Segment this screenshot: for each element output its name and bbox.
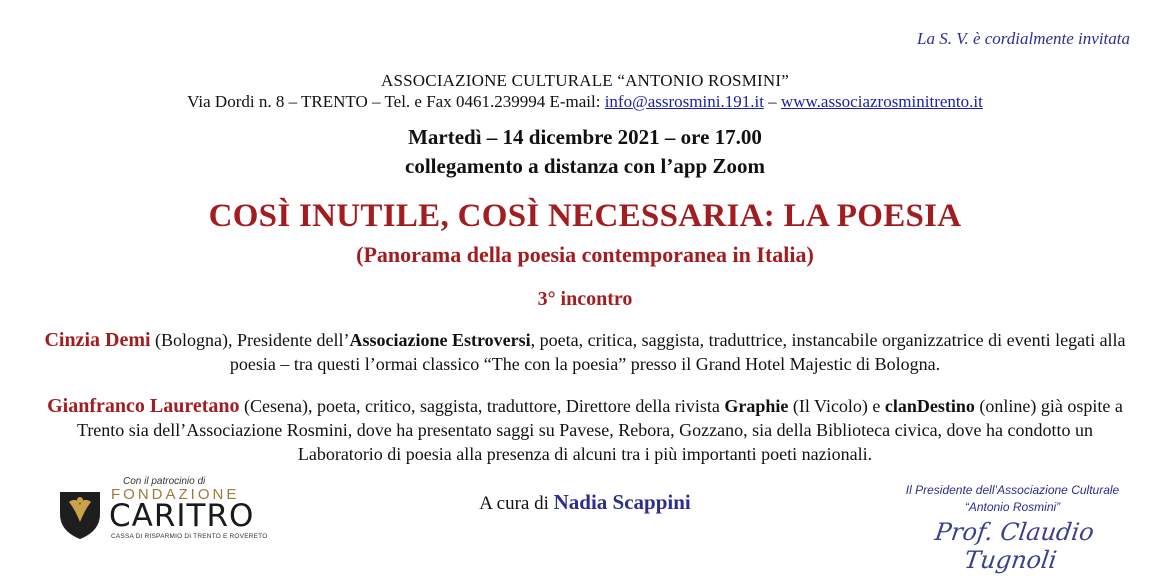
association-address [0, 92, 1170, 112]
speaker-2-paragraph [40, 394, 1130, 466]
meeting-number: 3° incontro [537, 288, 633, 310]
crest-icon [57, 488, 103, 540]
invitation-note: La S. V. è cordialmente invitata [917, 29, 1130, 48]
speaker-2-text-3: (online) già ospite a Trento sia dell’Associazione Rosmini, dove ha presentato saggi su Pavese, Rebora, Gozzano, sia della Biblioteca civica, dove ha condotto un Laboratorio di poesia alla presenza di alcuni tra i più importanti poeti nazionali. [76, 396, 1123, 464]
speaker-2-magazine-2: clanDestino [884, 396, 975, 416]
website-link[interactable]: www.associazrosminitrento.it [780, 92, 983, 111]
sponsor-line-1: FONDAZIONE [111, 486, 240, 503]
signature-role-line-1: Il Presidente dell’Associazione Culturale [905, 483, 1120, 497]
event-title: COSÌ INUTILE, COSÌ NECESSARIA: LA POESIA [208, 198, 962, 234]
handwritten-signature: Prof. Claudio Tugnoli [933, 518, 1096, 574]
signature-role-line-2: “Antonio Rosmini” [964, 500, 1061, 514]
signature-role [890, 482, 1135, 516]
association-name: ASSOCIAZIONE CULTURALE “ANTONIO ROSMINI” [381, 71, 789, 90]
event-date: Martedì – 14 dicembre 2021 – ore 17.00 [408, 125, 762, 149]
speaker-2-text: (Cesena), poeta, critico, saggista, traduttore, Direttore della rivista [239, 396, 725, 416]
speaker-2-magazine: Graphie [724, 396, 789, 416]
email-link[interactable]: info@assrosmini.191.it [604, 92, 764, 111]
speaker-2-text-2: (Il Vicolo) e [788, 396, 885, 416]
speaker-2-name: Gianfranco Lauretano [47, 395, 240, 417]
caritro-logo [55, 472, 285, 548]
event-location: collegamento a distanza con l’app Zoom [405, 154, 765, 178]
event-subtitle: (Panorama della poesia contemporanea in Italia) [356, 242, 814, 267]
speaker-1-name: Cinzia Demi [44, 329, 151, 351]
speaker-1-association: Associazione Estroversi [349, 330, 531, 350]
speaker-1-paragraph [40, 328, 1130, 376]
curator-name: Nadia Scappini [553, 490, 691, 514]
sponsor-line-3: CASSA DI RISPARMIO DI TRENTO E ROVERETO [111, 533, 268, 540]
separator: – [763, 92, 781, 111]
patronage-label: Con il patrocinio di [123, 476, 206, 487]
sponsor-line-2: CARITRO [109, 498, 255, 534]
curator-label: A cura di [479, 493, 554, 514]
speaker-1-text-2: , poeta, critica, saggista, traduttrice, instancabile organizzatrice di eventi legati alla poesia – tra questi l’ormai classico “The con la poesia” presso il Grand Hotel Majestic di Bologna. [229, 330, 1126, 374]
address-text: Via Dordi n. 8 – TRENTO – Tel. e Fax 0461.239994 E-mail: [187, 92, 605, 111]
speaker-1-text: (Bologna), Presidente dell’ [150, 330, 350, 350]
